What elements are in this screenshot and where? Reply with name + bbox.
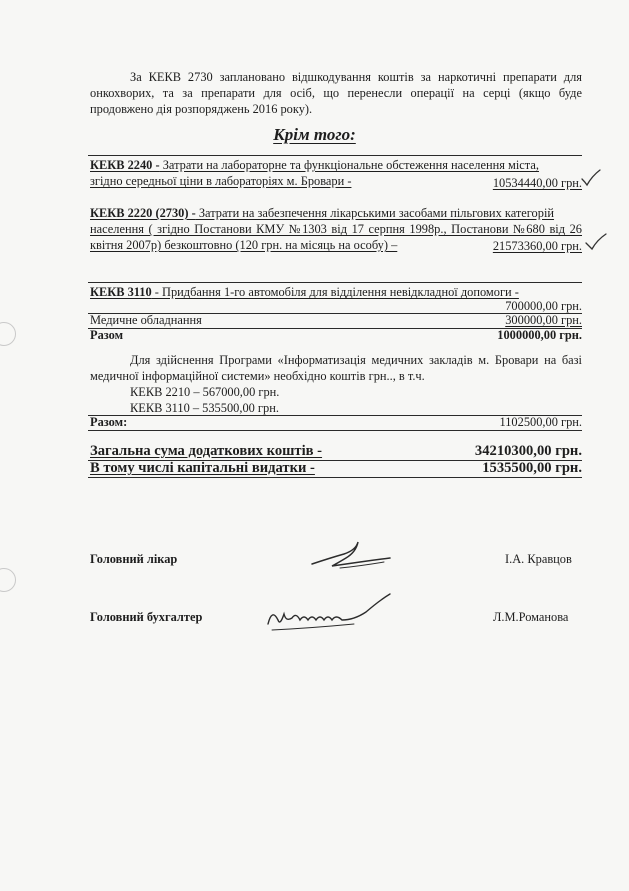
summary-capital-label: В тому числі капітальні видатки - <box>90 460 315 476</box>
section-rule <box>88 430 582 431</box>
chief-doctor-title: Головний лікар <box>90 552 178 566</box>
kekv3110-total-amount: 1000000,00 грн. <box>497 328 582 342</box>
intro-line: продовжено дія розпоряджень 2016 року). <box>90 102 313 116</box>
section-rule <box>88 155 582 156</box>
intro-line: онкохворих, та за препарати для осіб, що перенесли операції на серці (якщо буде <box>90 86 582 100</box>
program-total-label: Разом: <box>90 415 128 429</box>
kekv2220-line <box>90 205 554 221</box>
program-item: КЕКВ 2210 – 567000,00 грн. <box>130 385 280 399</box>
kekv-description: Затрати на забезпечення лікарськими засобами пільгових категорій <box>195 206 555 220</box>
kekv2240-line: згідно середньої ціни в лабораторіях м. Бровари - <box>90 174 352 188</box>
kekv-code: КЕКВ 3110 <box>90 285 152 299</box>
section-rule <box>88 477 582 478</box>
kekv2240-line <box>90 157 539 173</box>
kekv-code: КЕКВ 2240 - <box>90 158 160 172</box>
chief-doctor-signature <box>300 528 400 578</box>
program-line: медичної інформаційної системи» необхідно коштів грн.., в т.ч. <box>90 369 425 383</box>
program-total-amount: 1102500,00 грн. <box>499 415 582 429</box>
kekv3110-total-label: Разом <box>90 328 124 342</box>
kekv-description: Затрати на лабораторне та функціональне обстеження населення міста, <box>159 158 539 172</box>
kekv3110-line <box>90 284 519 300</box>
medical-equipment-label: Медичне обладнання <box>90 313 202 327</box>
section-heading: Крім того: <box>273 125 356 144</box>
punch-hole-mark <box>0 568 16 592</box>
chief-accountant-title: Головний бухгалтер <box>90 610 203 624</box>
kekv3110-car-amount: 700000,00 грн. <box>505 299 582 313</box>
chief-doctor-name: І.А. Кравцов <box>505 552 572 566</box>
summary-capital-amount: 1535500,00 грн. <box>482 460 582 476</box>
section-rule <box>88 282 582 283</box>
check-mark-icon <box>584 232 608 252</box>
kekv2220-line: квітня 2007р) безкоштовно (120 грн. на місяць на особу) – <box>90 238 398 252</box>
medical-equipment-amount: 300000,00 грн. <box>505 313 582 327</box>
check-mark-icon <box>580 168 602 188</box>
summary-total-label: Загальна сума додаткових коштів - <box>90 443 323 459</box>
kekv2220-amount: 21573360,00 грн. <box>492 239 582 253</box>
kekv-description: - Придбання 1-го автомобіля для відділення невідкладної допомоги - <box>151 285 519 299</box>
punch-hole-mark <box>0 322 16 346</box>
summary-total-amount: 34210300,00 грн. <box>474 443 582 459</box>
chief-accountant-signature <box>262 590 402 636</box>
kekv-code: КЕКВ 2220 (2730) - <box>90 206 196 220</box>
kekv2240-amount: 10534440,00 грн. <box>492 176 582 190</box>
program-item: КЕКВ 3110 – 535500,00 грн. <box>130 401 279 415</box>
kekv2220-line: населення ( згідно Постанови КМУ №1303 від 17 серпня 1998р., Постанови №680 від 26 <box>90 222 582 236</box>
chief-accountant-name: Л.М.Романова <box>493 610 569 624</box>
intro-line: За КЕКВ 2730 заплановано відшкодування коштів за наркотичні препарати для <box>130 70 582 84</box>
program-line: Для здійснення Програми «Інформатизація медичних закладів м. Бровари на базі <box>130 353 582 367</box>
